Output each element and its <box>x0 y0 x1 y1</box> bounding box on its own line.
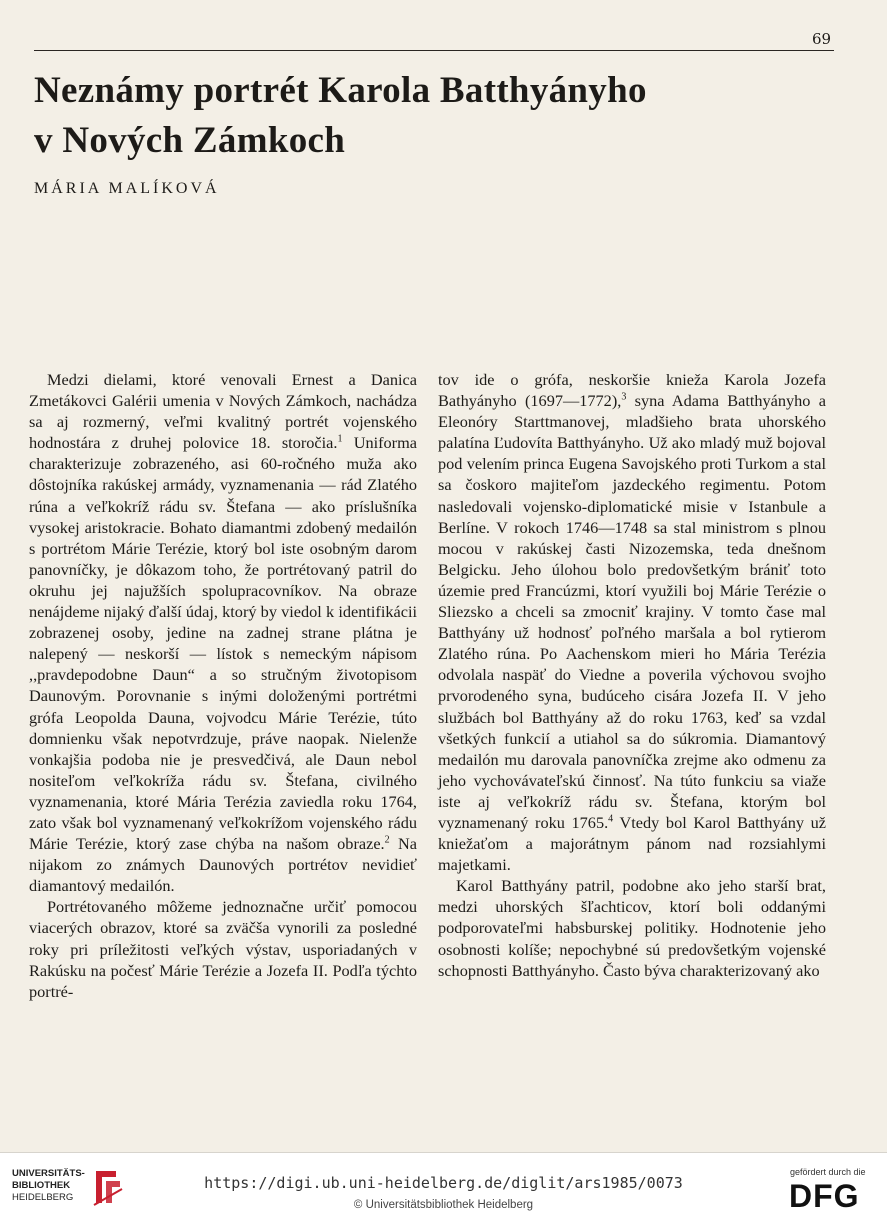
funding-note: gefördert durch die <box>790 1167 866 1177</box>
article-title <box>34 66 854 166</box>
footnote-ref: 1 <box>337 433 343 445</box>
right-column <box>438 369 826 981</box>
header-rule <box>34 50 834 51</box>
paragraph: Portrétovaného môžeme jednoznačne určiť pomocou viacerých obrazov, ktoré sa zväčša vynorili za posledné roky pri príležitosti veľkých výstav, usporiadaných v Rakúsku na počesť Márie Terézie a Jozefa II. Podľa týchto portré- <box>29 897 417 1001</box>
copyright-notice: © Universitätsbibliothek Heidelberg <box>353 1199 534 1211</box>
paragraph: Karol Batthyány patril, podobne ako jeho starší brat, medzi uhorských šľachticov, ktorí boli oddanými podporovateľmi habsburskej politiky. Hodnotenie jeho osobnosti kolíše; nepochybné sú predovšetkým vojenské schopnosti Batthyányho. Často býva charakterizovaný ako <box>438 876 826 980</box>
document-url-link[interactable]: https://digi.ub.uni-heidelberg.de/diglit/ars1985/0073 <box>204 1174 683 1192</box>
paragraph: Medzi dielami, ktoré venovali Ernest a Danica Zmetákovci Galérii umenia v Nových Zámkoch, nachádza sa aj rozmerný, veľmi kvalitný portrét vojenského hodnostára z druhej polovice 18. storočia.$^1$ Uniforma charakterizuje zobrazeného, asi 60-ročného muža ako dôstojníka rakúskej armády, vyznamenania — rád Zlatého rúna a veľkokríž rádu sv. Štefana — ako príslušníka vysokej aristokracie. Bohato diamantmi zdobený medailón s portrétom Márie Terézie, ktorý bol iste osobným darom panovníčky, je dôkazom toho, že portrétovaný patril do okruhu jej najužších spolupracovníkov. Na obraze nenájdeme nijaký ďalší údaj, ktorý by viedol k identifikácii zobrazenej osoby, jedine na zadnej strane plátna je nalepený — neskorší — lístok s nemeckým nápisom ,,pravdepodobne Daun“ a so stručným životopisom Daunovým. Porovnanie s inými doloženými portrétmi grófa Leopolda Dauna, vojvodcu Márie Terézie, túto domnienku však nepotvrdzuje, práve naopak. Nielenže vonkajšia podoba nie je presvedčivá, ale Daun nebol nositeľom veľkokríža rádu sv. Štefana, civilného vyznamenania, ktoré Mária Terézia zaviedla roku 1764, zato však bol vyznamenaný veľkokrížom vojenského rádu Márie Terézie, ktorý zase chýba na našom obraze.$^2$ Na nijakom zo známych Daunových portrétov nevidieť diamantový medailón. <box>29 370 417 896</box>
viewer-footer <box>0 1152 887 1223</box>
article-author: MÁRIA MALÍKOVÁ <box>34 180 220 197</box>
paragraph: tov ide o grófa, neskoršie knieža Karola Jozefa Bathyányho (1697—1772),$^3$ syna Adama Batthyányho a Eleonóry Starttmanovej, mladšieho brata uhorského palatína Ľudovíta Batthyányho. Už ako mladý muž bojoval pod velením princa Eugena Savojského proti Turkom a stal sa čoskoro majiteľom jazdeckého regimentu. Potom nasledovali vojensko-diplomatické misie v Istanbule a Berlíne. V rokoch 1746—1748 sa stal ministrom s plnou mocou v rakúskej časti Nizozemska, teda dnešnom Belgicku. Jeho úlohou bolo predovšetkým brániť toto územie pred Francúzmi, ktorí využili boj Márie Terézie o Sliezsko a chceli sa zmocniť krajiny. V tomto čase mal Batthyány už hodnosť poľného maršala a bol rytierom Zlatého rúna. Po Aachenskom mieri ho Mária Terézia odvolala naspäť do Viedne a poverila výchovou svojho prvorodeného syna, budúceho cisára Jozefa II. V jeho službách bol Batthyány až do roku 1763, keď sa vzdal všetkých funkcií a utiahol sa do súkromia. Diamantový medailón mu darovala panovníčka zrejme ako odmenu za jeho vychovávateľskú činnosť. Na túto funkciu sa viaže iste aj veľkokríž rádu sv. Štefana, ktorým bol vyznamenaný roku 1765.$^4$ Vtedy bol Karol Batthyány už kniežaťom a majorátnym pánom nad rozsiahlymi majetkami. <box>438 370 827 875</box>
footnote-ref: 4 <box>608 813 614 825</box>
title-line-2: v Nových Zámkoch <box>34 120 346 161</box>
footnote-ref: 3 <box>621 391 627 403</box>
page-number: 69 <box>812 30 832 48</box>
left-column <box>29 369 417 1002</box>
dfg-logo[interactable]: DFG <box>789 1178 860 1214</box>
title-line-1: Neznámy portrét Karola Batthyányho <box>34 70 647 111</box>
university-library-logo[interactable]: UNIVERSITÄTS- BIBLIOTHEK HEIDELBERG <box>12 1168 85 1203</box>
footnote-ref: 2 <box>384 834 390 846</box>
